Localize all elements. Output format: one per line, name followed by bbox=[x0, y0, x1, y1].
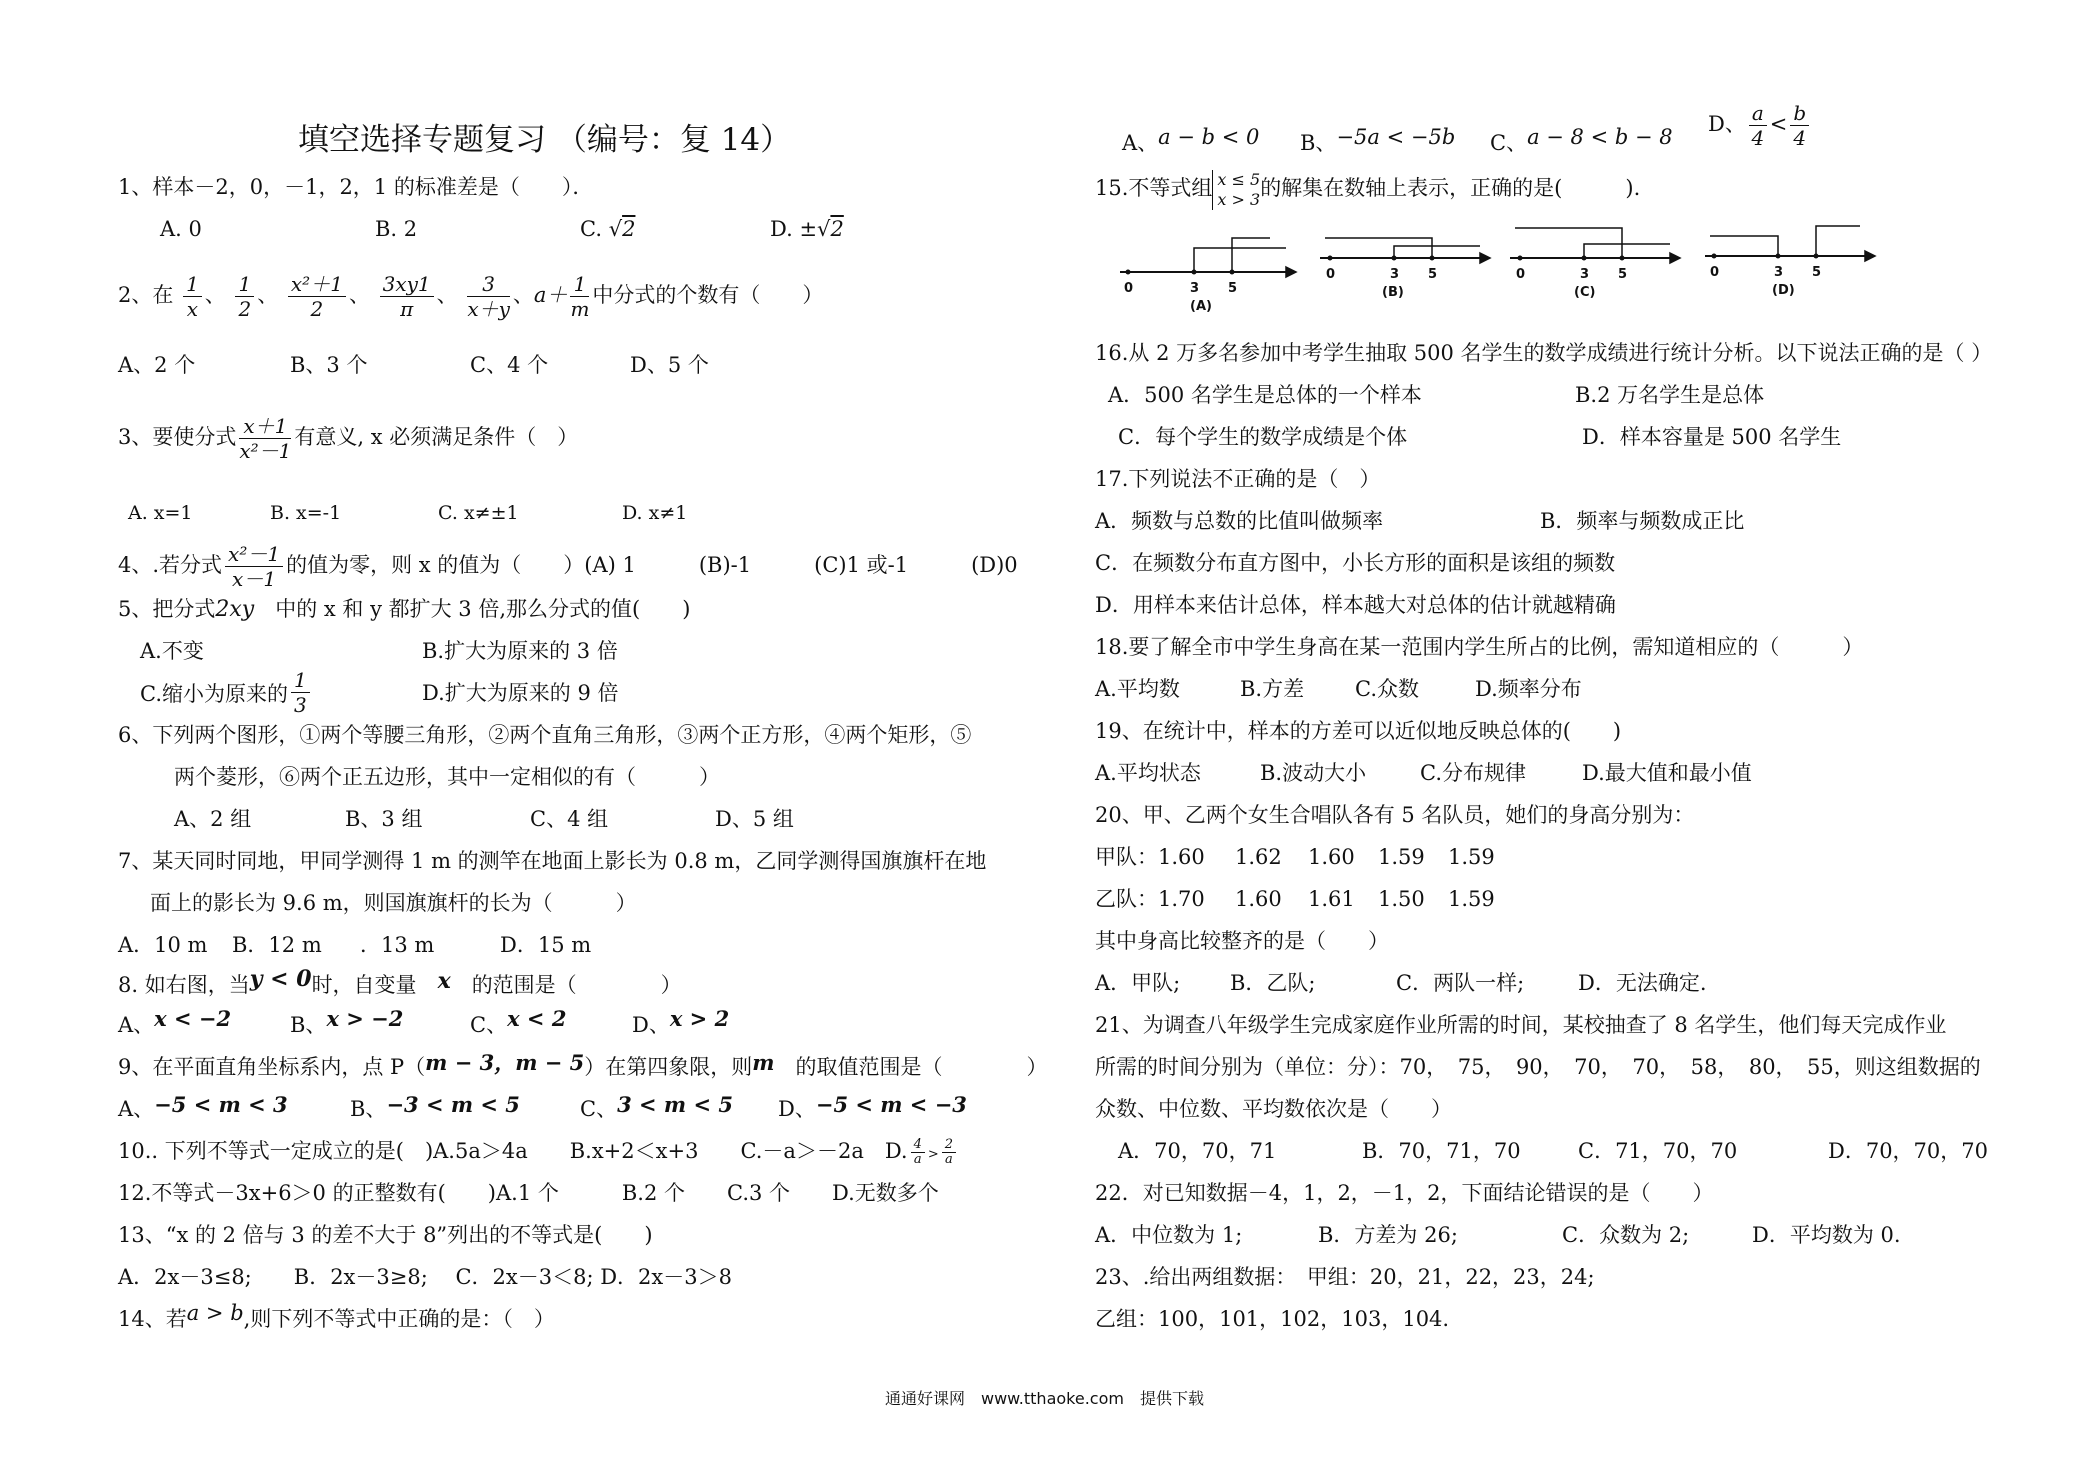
q5-suffix: 中的 x 和 y 都扩大 3 倍,那么分式的值( ) bbox=[275, 597, 691, 621]
question-5 bbox=[118, 592, 690, 627]
q1-option-c bbox=[580, 216, 635, 242]
q9-option-a-label: A、 bbox=[118, 1097, 155, 1121]
q20-option-c: C．两队一样; bbox=[1396, 971, 1525, 995]
question-2: 2、在 $\frac{1}{x}$ 、 $\frac{1}{2}$ 、 $\frac{\text{x²＋1}}{2}$ 、 $\frac{3xy1}{\pi}$ 、 $\frac{3}{x+y}$ 、a＋ $\frac{1}{m}$ 中分式的个数有（ ） bbox=[118, 272, 824, 321]
page-title: 填空选择专题复习 （编号：复 14） bbox=[298, 122, 792, 158]
q8-suffix: 的范围是（ ） bbox=[471, 973, 682, 997]
q21-option-d: D．70，70，70 bbox=[1828, 1139, 1989, 1163]
q9-option-d bbox=[778, 1092, 967, 1122]
number-line-b bbox=[1320, 238, 1490, 263]
q20-jia-1: 甲队：1.60 bbox=[1095, 845, 1205, 869]
sqrt2-d: √2 bbox=[817, 217, 844, 241]
q2-frac-1 bbox=[183, 272, 202, 321]
q14-option-b bbox=[1300, 125, 1456, 156]
question-23-line2: 乙组：100，101，102，103，104. bbox=[1095, 1307, 1450, 1331]
q19-option-b: B.波动大小 bbox=[1260, 761, 1367, 785]
q3-prefix: 3、要使分式 bbox=[118, 425, 237, 449]
q10-d-frac1 bbox=[911, 1138, 925, 1167]
q2-frac-3 bbox=[288, 272, 346, 321]
q14-option-b-label: B、 bbox=[1300, 131, 1337, 155]
q8-option-d-label: D、 bbox=[632, 1013, 670, 1037]
q7-option-d: D．15 m bbox=[500, 933, 592, 957]
q1-option-c-label: C. bbox=[580, 217, 602, 241]
q10-d-frac2 bbox=[942, 1138, 956, 1167]
dot-a-3 bbox=[1192, 270, 1197, 275]
q18-option-c: C.众数 bbox=[1355, 677, 1419, 701]
q2-prefix: 2、在 bbox=[118, 283, 174, 307]
q3-frac bbox=[239, 414, 291, 463]
q8-option-a-expr: x < −2 bbox=[154, 1006, 232, 1031]
q6-option-a: A、2 组 bbox=[174, 807, 252, 831]
q5-option-a: A.不变 bbox=[140, 639, 204, 663]
q9-option-a bbox=[118, 1092, 288, 1122]
question-6-line2: 两个菱形，⑥两个正五边形，其中一定相似的有（ ） bbox=[174, 765, 720, 789]
q10-d-frac1-num: 4 bbox=[911, 1138, 925, 1153]
q14-option-a bbox=[1122, 125, 1260, 156]
question-4 bbox=[118, 540, 1018, 591]
question-21-line2: 所需的时间分别为（单位：分）：70， 75， 90， 70， 70， 58， 80， 55，则这组数据的 bbox=[1095, 1055, 1981, 1079]
q9-variable: m bbox=[752, 1050, 775, 1075]
dot-c-5 bbox=[1620, 256, 1625, 261]
q2-option-a: A、2 个 bbox=[118, 353, 196, 377]
q5-c-frac bbox=[291, 668, 310, 717]
question-17: 17.下列说法不正确的是（ ） bbox=[1095, 467, 1381, 491]
question-13: 13、“x 的 2 倍与 3 的差不大于 8”列出的不等式是( ) bbox=[118, 1223, 653, 1247]
q9-point: m − 3，m − 5 bbox=[425, 1050, 585, 1075]
q17-option-c: C．在频数分布直方图中，小长方形的面积是该组的频数 bbox=[1095, 551, 1616, 575]
question-6-line1: 6、下列两个图形，①两个等腰三角形，②两个直角三角形，③两个正方形，④两个矩形，⑤ bbox=[118, 723, 972, 747]
q9-mid: ）在第四象限，则 bbox=[584, 1055, 753, 1079]
q10-text: 10.. 下列不等式一定成立的是( )A.5a＞4a B.x+2＜x+3 C.－a＞－2a D. bbox=[118, 1139, 908, 1163]
q22-option-a: A．中位数为 1; bbox=[1095, 1223, 1243, 1247]
q14-d-frac2 bbox=[1790, 101, 1809, 150]
q7-option-a: A．10 m bbox=[118, 933, 208, 957]
q14-option-a-expr: a − b < 0 bbox=[1158, 125, 1260, 149]
q8-option-c bbox=[470, 1006, 567, 1038]
q2-frac-1-num: 1 bbox=[183, 272, 202, 297]
q2-frac-2 bbox=[235, 272, 254, 321]
q20-option-a: A．甲队; bbox=[1095, 971, 1181, 995]
label-c: (C) bbox=[1574, 285, 1596, 300]
q19-option-c: C.分布规律 bbox=[1420, 761, 1526, 785]
q9-prefix: 9、在平面直角坐标系内，点 P（ bbox=[118, 1055, 426, 1079]
dot-b-3 bbox=[1392, 256, 1397, 261]
q2-suffix: 中分式的个数有（ ） bbox=[592, 283, 824, 307]
q20-yi-5: 1.59 bbox=[1448, 887, 1495, 911]
question-8 bbox=[118, 966, 682, 998]
q15-system-line2: x > 3 bbox=[1217, 189, 1261, 209]
q18-option-b: B.方差 bbox=[1240, 677, 1305, 701]
q7-option-c: ．13 m bbox=[360, 933, 435, 957]
q8-option-b-expr: x > −2 bbox=[326, 1006, 404, 1031]
q8-option-c-label: C、 bbox=[470, 1013, 508, 1037]
q9-suffix: 的取值范围是（ ） bbox=[795, 1055, 1048, 1079]
q1-option-d-label: D. ± bbox=[770, 217, 818, 241]
q2-frac-2-den: 2 bbox=[238, 297, 252, 321]
tick-b-5: 5 bbox=[1428, 267, 1438, 282]
q3-suffix: 有意义, x 必须满足条件（ ） bbox=[294, 425, 579, 449]
label-a: (A) bbox=[1190, 299, 1212, 314]
tick-d-0: 0 bbox=[1710, 265, 1720, 280]
q14-prefix: 14、若 bbox=[118, 1307, 187, 1331]
question-3 bbox=[118, 412, 578, 463]
q6-option-c: C、4 组 bbox=[530, 807, 609, 831]
q14-option-d-label: D、 bbox=[1708, 112, 1746, 136]
q1-option-a: A. 0 bbox=[160, 217, 202, 241]
q9-option-c bbox=[580, 1092, 733, 1122]
q17-option-b: B．频率与频数成正比 bbox=[1540, 509, 1745, 533]
question-21-line3: 众数、中位数、平均数依次是（ ） bbox=[1095, 1097, 1452, 1121]
q7-option-b: B．12 m bbox=[232, 933, 322, 957]
footer-credit: 通通好课网 www.tthaoke.com 提供下载 bbox=[885, 1389, 1204, 1408]
q8-prefix: 8. 如右图，当 bbox=[118, 973, 250, 997]
q20-jia-2: 1.62 bbox=[1235, 845, 1282, 869]
dot-c-3 bbox=[1582, 256, 1587, 261]
q19-option-a: A.平均状态 bbox=[1095, 761, 1201, 785]
question-20: 20、甲、乙两个女生合唱队各有 5 名队员，她们的身高分别为： bbox=[1095, 803, 1695, 827]
q8-option-b-label: B、 bbox=[290, 1013, 327, 1037]
q2-frac-1-den: x bbox=[186, 297, 199, 321]
q20-yi-4: 1.50 bbox=[1378, 887, 1425, 911]
q15-system-line1: x ≤ 5 bbox=[1217, 169, 1261, 189]
q8-option-d bbox=[632, 1006, 730, 1038]
question-21-line1: 21、为调查八年级学生完成家庭作业所需的时间，某校抽查了 8 名学生，他们每天完成作业 bbox=[1095, 1013, 1947, 1037]
tick-c-5: 5 bbox=[1618, 267, 1628, 282]
q2-frac-5-num: 3 bbox=[467, 272, 510, 297]
q20-option-d: D．无法确定. bbox=[1578, 971, 1707, 995]
q21-option-b: B．70，71，70 bbox=[1362, 1139, 1521, 1163]
question-16: 16.从 2 万多名参加中考学生抽取 500 名学生的数学成绩进行统计分析。以下说法正确的是（ ） bbox=[1095, 341, 1993, 365]
number-line-figures bbox=[1110, 220, 1890, 320]
q5-option-b: B.扩大为原来的 3 倍 bbox=[422, 639, 618, 663]
q22-option-b: B．方差为 26; bbox=[1318, 1223, 1458, 1247]
q2-frac-2-num: 1 bbox=[235, 272, 254, 297]
q3-option-d: D. x≠1 bbox=[622, 502, 688, 524]
q4-suffix: 的值为零，则 x 的值为（ ）(A) 1 (B)-1 (C)1 或-1 (D)0 bbox=[286, 553, 1018, 577]
tick-c-3: 3 bbox=[1580, 267, 1590, 282]
tick-a-0: 0 bbox=[1124, 281, 1134, 296]
q3-option-b: B. x=-1 bbox=[270, 502, 342, 524]
q10-d-frac2-den: a bbox=[945, 1152, 953, 1167]
q3-option-c: C. x≠±1 bbox=[438, 502, 519, 524]
q20-option-b: B．乙队; bbox=[1230, 971, 1316, 995]
q2-option-c: C、4 个 bbox=[470, 353, 549, 377]
q9-option-c-expr: 3 < m < 5 bbox=[617, 1092, 733, 1117]
q9-option-d-label: D、 bbox=[778, 1097, 816, 1121]
dot-b-5 bbox=[1430, 256, 1435, 261]
dot-b-0 bbox=[1328, 256, 1333, 261]
number-line-a bbox=[1120, 238, 1296, 277]
question-12: 12.不等式－3x+6＞0 的正整数有( )A.1 个 B.2 个 C.3 个 D.无数多个 bbox=[118, 1181, 939, 1205]
q14-option-b-expr: −5a < −5b bbox=[1336, 125, 1456, 149]
q18-option-d: D.频率分布 bbox=[1475, 677, 1582, 701]
q8-option-d-expr: x > 2 bbox=[669, 1006, 730, 1031]
q14-option-c-label: C、 bbox=[1490, 131, 1528, 155]
q6-option-d: D、5 组 bbox=[715, 807, 794, 831]
q4-frac-den: x－1 bbox=[232, 567, 277, 591]
q9-option-a-expr: −5 < m < 3 bbox=[154, 1092, 288, 1117]
q16-option-d: D．样本容量是 500 名学生 bbox=[1582, 425, 1842, 449]
q2-frac-6-num: 1 bbox=[570, 272, 589, 297]
q2-frac-4 bbox=[380, 272, 434, 321]
q20-jia-3: 1.60 bbox=[1308, 845, 1355, 869]
q22-option-c: C．众数为 2; bbox=[1562, 1223, 1690, 1247]
q1-option-b: B. 2 bbox=[375, 217, 418, 241]
q22-option-d: D．平均数为 0. bbox=[1752, 1223, 1901, 1247]
q14-d-frac2-num: b bbox=[1790, 101, 1809, 126]
q14-condition: a > b bbox=[186, 1301, 244, 1325]
question-19: 19、在统计中，样本的方差可以近似地反映总体的( ) bbox=[1095, 719, 1622, 743]
q8-mid: 时，自变量 bbox=[311, 973, 417, 997]
tick-a-3: 3 bbox=[1190, 281, 1200, 296]
q3-frac-num: x＋1 bbox=[239, 414, 291, 439]
q5-option-c bbox=[140, 668, 313, 717]
question-18: 18.要了解全市中学生身高在某一范围内学生所占的比例，需知道相应的（ ） bbox=[1095, 635, 1864, 659]
q20-jia-5: 1.59 bbox=[1448, 845, 1495, 869]
q2-frac-5 bbox=[467, 272, 510, 321]
question-7-line2: 面上的影长为 9.6 m，则国旗旗杆的长为（ ） bbox=[150, 891, 637, 915]
q8-option-b bbox=[290, 1006, 404, 1038]
q13-options: A．2x－3≤8; B．2x－3≥8; C．2x－3＜8; D．2x－3＞8 bbox=[118, 1265, 732, 1289]
q17-option-a: A．频数与总数的比值叫做频率 bbox=[1095, 509, 1384, 533]
q5-c-frac-den: 3 bbox=[294, 693, 307, 717]
q5-denominator: 2xy bbox=[215, 597, 255, 622]
q20-yi-2: 1.60 bbox=[1235, 887, 1282, 911]
q2-frac-3-den: 2 bbox=[310, 297, 324, 321]
q9-option-b-label: B、 bbox=[350, 1097, 387, 1121]
q2-option-b: B、3 个 bbox=[290, 353, 368, 377]
q10-d-frac2-num: 2 bbox=[942, 1138, 956, 1153]
q20-question: 其中身高比较整齐的是（ ） bbox=[1095, 929, 1389, 953]
q15-system bbox=[1212, 170, 1260, 210]
number-line-d bbox=[1705, 226, 1875, 261]
question-15 bbox=[1095, 168, 1640, 210]
question-22: 22．对已知数据－4，1，2，－1，2，下面结论错误的是（ ） bbox=[1095, 1181, 1714, 1205]
q14-d-frac1-den: 4 bbox=[1751, 126, 1765, 150]
q8-condition: y < 0 bbox=[249, 966, 312, 992]
q20-yi-3: 1.61 bbox=[1308, 887, 1355, 911]
q18-option-a: A.平均数 bbox=[1095, 677, 1180, 701]
q8-option-a-label: A、 bbox=[118, 1013, 155, 1037]
q16-option-a: A．500 名学生是总体的一个样本 bbox=[1108, 383, 1422, 407]
q8-option-c-expr: x < 2 bbox=[507, 1006, 567, 1031]
q20-jia-4: 1.59 bbox=[1378, 845, 1425, 869]
q8-option-a bbox=[118, 1006, 232, 1038]
q14-d-frac2-den: 4 bbox=[1793, 126, 1807, 150]
q15-suffix: 的解集在数轴上表示，正确的是( ). bbox=[1260, 176, 1641, 200]
tick-d-3: 3 bbox=[1774, 265, 1784, 280]
q9-option-b bbox=[350, 1092, 520, 1122]
q5-option-d: D.扩大为原来的 9 倍 bbox=[422, 681, 619, 705]
tick-d-5: 5 bbox=[1812, 265, 1822, 280]
dot-d-3 bbox=[1776, 254, 1781, 259]
q4-frac-num: x²－1 bbox=[225, 542, 283, 567]
question-7-line1: 7、某天同时同地，甲同学测得 1 m 的测竿在地面上影长为 0.8 m，乙同学测得国旗旗杆在地 bbox=[118, 849, 987, 873]
q14-d-operator: < bbox=[1769, 112, 1788, 136]
q2-frac-3-num: x²＋1 bbox=[288, 272, 346, 297]
q2-last-prefix: a＋ bbox=[533, 283, 568, 307]
tick-b-3: 3 bbox=[1390, 267, 1400, 282]
q1-option-d bbox=[770, 216, 844, 242]
q10-d-frac1-den: a bbox=[913, 1152, 922, 1167]
dot-a-5 bbox=[1230, 270, 1235, 275]
question-9 bbox=[118, 1050, 1048, 1080]
q9-option-c-label: C、 bbox=[580, 1097, 618, 1121]
q14-d-frac1-num: a bbox=[1749, 101, 1767, 126]
q14-d-frac1 bbox=[1749, 101, 1767, 150]
q2-frac-4-num: 3xy1 bbox=[380, 272, 434, 297]
q2-frac-6 bbox=[570, 272, 589, 321]
q3-frac-den: x²－1 bbox=[239, 439, 292, 463]
q14-option-a-label: A、 bbox=[1122, 131, 1159, 155]
label-b: (B) bbox=[1382, 285, 1404, 300]
q2-option-d: D、5 个 bbox=[630, 353, 709, 377]
q21-option-c: C．71，70，70 bbox=[1578, 1139, 1738, 1163]
tick-a-5: 5 bbox=[1228, 281, 1238, 296]
q9-option-b-expr: −3 < m < 5 bbox=[386, 1092, 520, 1117]
q17-option-d: D．用样本来估计总体，样本越大对总体的估计就越精确 bbox=[1095, 593, 1616, 617]
q2-frac-4-den: π bbox=[400, 297, 414, 321]
q15-prefix: 15.不等式组 bbox=[1095, 176, 1213, 200]
q4-frac bbox=[225, 542, 283, 591]
question-10 bbox=[118, 1138, 959, 1168]
number-line-c bbox=[1510, 228, 1680, 263]
q19-option-d: D.最大值和最小值 bbox=[1582, 761, 1752, 785]
q5-option-c-label: C.缩小为原来的 bbox=[140, 682, 288, 706]
q5-c-frac-num: 1 bbox=[291, 668, 310, 693]
q2-frac-5-den: x＋y bbox=[467, 297, 510, 321]
question-1: 1、样本－2，0，－1，2，1 的标准差是（ ）． bbox=[118, 175, 594, 199]
q10-d-operator: > bbox=[927, 1147, 939, 1162]
question-23-line1: 23、.给出两组数据： 甲组：20，21，22，23，24; bbox=[1095, 1265, 1595, 1289]
q9-option-d-expr: −5 < m < −3 bbox=[815, 1092, 967, 1117]
q14-option-c bbox=[1490, 125, 1673, 156]
q2-frac-6-den: m bbox=[570, 297, 590, 321]
tick-b-0: 0 bbox=[1326, 267, 1336, 282]
q21-option-a: A．70，70，71 bbox=[1118, 1139, 1277, 1163]
q3-option-a: A. x=1 bbox=[128, 502, 193, 524]
q16-option-b: B.2 万名学生是总体 bbox=[1575, 383, 1765, 407]
sqrt2-c: √2 bbox=[608, 217, 636, 241]
tick-c-0: 0 bbox=[1516, 267, 1526, 282]
dot-a-0 bbox=[1126, 270, 1131, 275]
q14-option-c-expr: a − 8 < b − 8 bbox=[1527, 125, 1673, 149]
dot-c-0 bbox=[1518, 256, 1523, 261]
dot-d-0 bbox=[1712, 254, 1717, 259]
q20-yi-1: 乙队：1.70 bbox=[1095, 887, 1205, 911]
q8-variable: x bbox=[437, 968, 451, 994]
q6-option-b: B、3 组 bbox=[345, 807, 423, 831]
q14-suffix: ,则下列不等式中正确的是：（ ） bbox=[243, 1307, 555, 1331]
q5-prefix: 5、把分式 bbox=[118, 597, 216, 621]
q16-option-c: C．每个学生的数学成绩是个体 bbox=[1118, 425, 1408, 449]
dot-d-5 bbox=[1814, 254, 1819, 259]
question-14 bbox=[118, 1301, 555, 1332]
q4-prefix: 4、.若分式 bbox=[118, 553, 223, 577]
q14-option-d bbox=[1708, 92, 1812, 156]
label-d: (D) bbox=[1772, 283, 1795, 298]
